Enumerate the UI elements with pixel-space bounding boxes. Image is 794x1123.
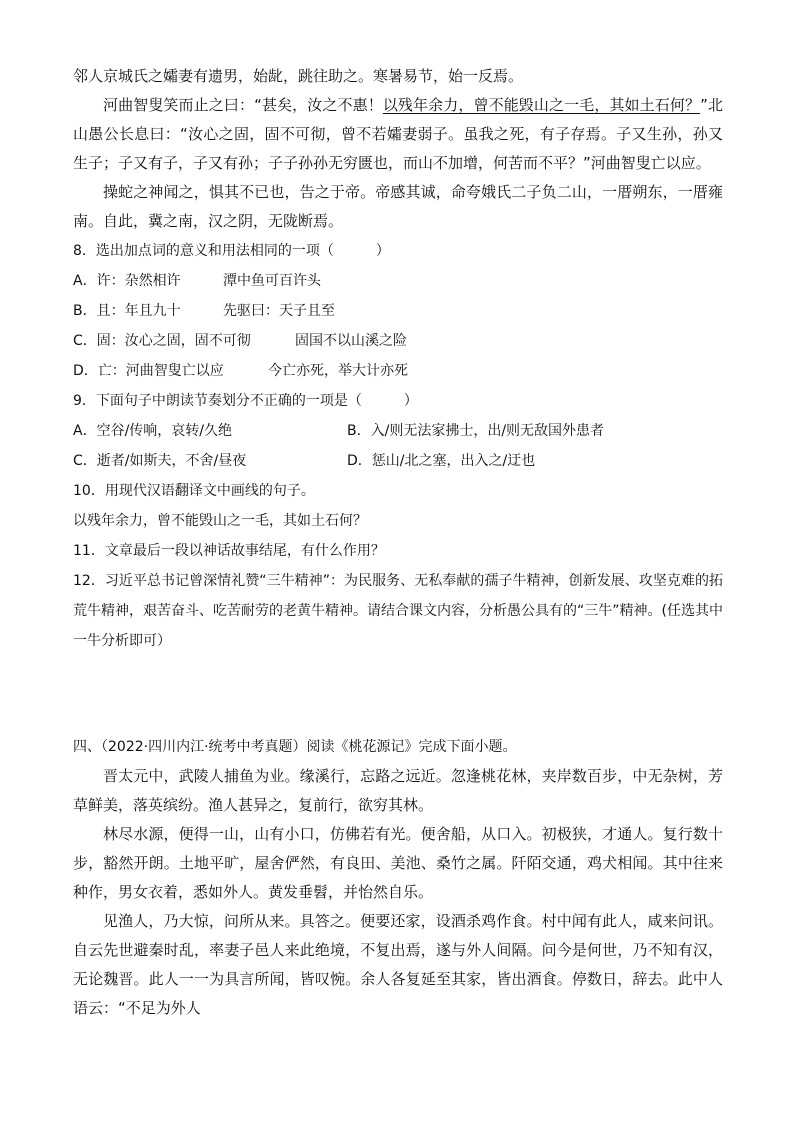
question-8-option: [73, 326, 723, 356]
question-8-option: [73, 356, 723, 386]
question-8-option: [73, 296, 723, 326]
passage-paragraph: 见渔人，乃大惊，问所从来。具答之。便要还家，设酒杀鸡作食。村中闻有此人，咸来问讯。自云先世避秦时乱，率妻子邑人来此绝境，不复出焉，遂与外人间隔。问今是何世，乃不知有汉，无论魏晋。此人一一为具言所闻，皆叹惋。余人各复延至其家，皆出酒食。停数日，辞去。此中人语云：“不足为外人: [73, 912, 723, 1017]
option-right: 潭中鱼可百许头: [223, 273, 321, 289]
passage-paragraph: [73, 91, 723, 178]
question-11-stem: 11．文章最后一段以神话故事结尾，有什么作用？: [73, 543, 385, 559]
option-right: 先驱曰：天子且至: [223, 303, 335, 319]
option-left: B．且：年且九十: [73, 303, 181, 319]
answer-space: [73, 656, 723, 732]
option-a: A．空谷/传响，哀转/久绝: [73, 423, 233, 439]
option-c: C．逝者/如斯夫，不舍/昼夜: [73, 453, 247, 469]
section-4-title: 四、（2022·四川内江·统考中考真题）阅读《桃花源记》完成下面小题。: [73, 739, 517, 755]
underlined-sentence: 以残年余力，曾不能毁山之一毛，其如土石何？: [382, 96, 701, 114]
question-10-stem: 10．用现代汉语翻译文中画线的句子。: [73, 483, 315, 499]
document-page: [73, 62, 723, 1023]
question-9-options-row: [73, 446, 723, 476]
option-right: 今亡亦死，举大计亦死: [268, 363, 408, 379]
passage-paragraph: 林尽水源，便得一山，山有小口，仿佛若有光。便舍船，从口入。初极狭，才通人。复行数十步，豁然开朗。土地平旷，屋舍俨然，有良田、美池、桑竹之属。阡陌交通，鸡犬相闻。其中往来种作，男女衣着，悉如外人。黄发垂髫，并怡然自乐。: [73, 825, 723, 901]
question-12-stem: 12．习近平总书记曾深情礼赞“三牛精神”：为民服务、无私奉献的孺子牛精神，创新发展、攻坚克难的拓荒牛精神，艰苦奋斗、吃苦耐劳的老黄牛精神。请结合课文内容，分析愚公具有的“三牛”精神。(任选其中一牛分析即可）: [73, 573, 723, 649]
option-right: 固国不以山溪之险: [295, 333, 407, 349]
passage-paragraph: 邻人京城氏之孀妻有遗男，始龀，跳往助之。寒暑易节，始一反焉。: [73, 67, 524, 85]
option-left: C．固：汝心之固，固不可彻: [73, 333, 251, 349]
question-8-stem: 8．选出加点词的意义和用法相同的一项（ ）: [73, 243, 390, 259]
passage-paragraph: 晋太元中，武陵人捕鱼为业。缘溪行，忘路之远近。忽逢桃花林，夹岸数百步，中无杂树，芳草鲜美，落英缤纷。渔人甚异之，复前行，欲穷其林。: [73, 767, 723, 814]
question-10-sentence: 以残年余力，曾不能毁山之一毛，其如土石何？: [73, 513, 367, 529]
question-9-stem: 9．下面句子中朗读节奏划分不正确的一项是（ ）: [73, 393, 418, 409]
question-8-option: [73, 266, 723, 296]
option-b: B．入/则无法家拂士，出/则无敌国外患者: [347, 423, 605, 439]
option-d: D．惩山/北之塞，出入之/迂也: [347, 453, 536, 469]
option-left: D．亡：河曲智叟亡以应: [73, 363, 224, 379]
question-9-options-row: [73, 416, 723, 446]
paragraph-text: ”北山愚公长息曰：“汝心之固，固不可彻，曾不若孀妻弱子。虽我之死，有子存焉。子又生孙，孙又生子；子又有子，子又有孙；子子孙孙无穷匮也，而山不加增，何苦而不平？”河曲智叟亡以应。: [73, 96, 723, 172]
passage-paragraph: 操蛇之神闻之，惧其不已也，告之于帝。帝感其诚，命夸娥氏二子负二山，一厝朔东，一厝雍南。自此，冀之南，汉之阴，无陇断焉。: [73, 183, 723, 230]
paragraph-text: 河曲智叟笑而止之曰：“甚矣，汝之不惠！: [103, 96, 383, 114]
option-left: A．许：杂然相许: [73, 273, 181, 289]
